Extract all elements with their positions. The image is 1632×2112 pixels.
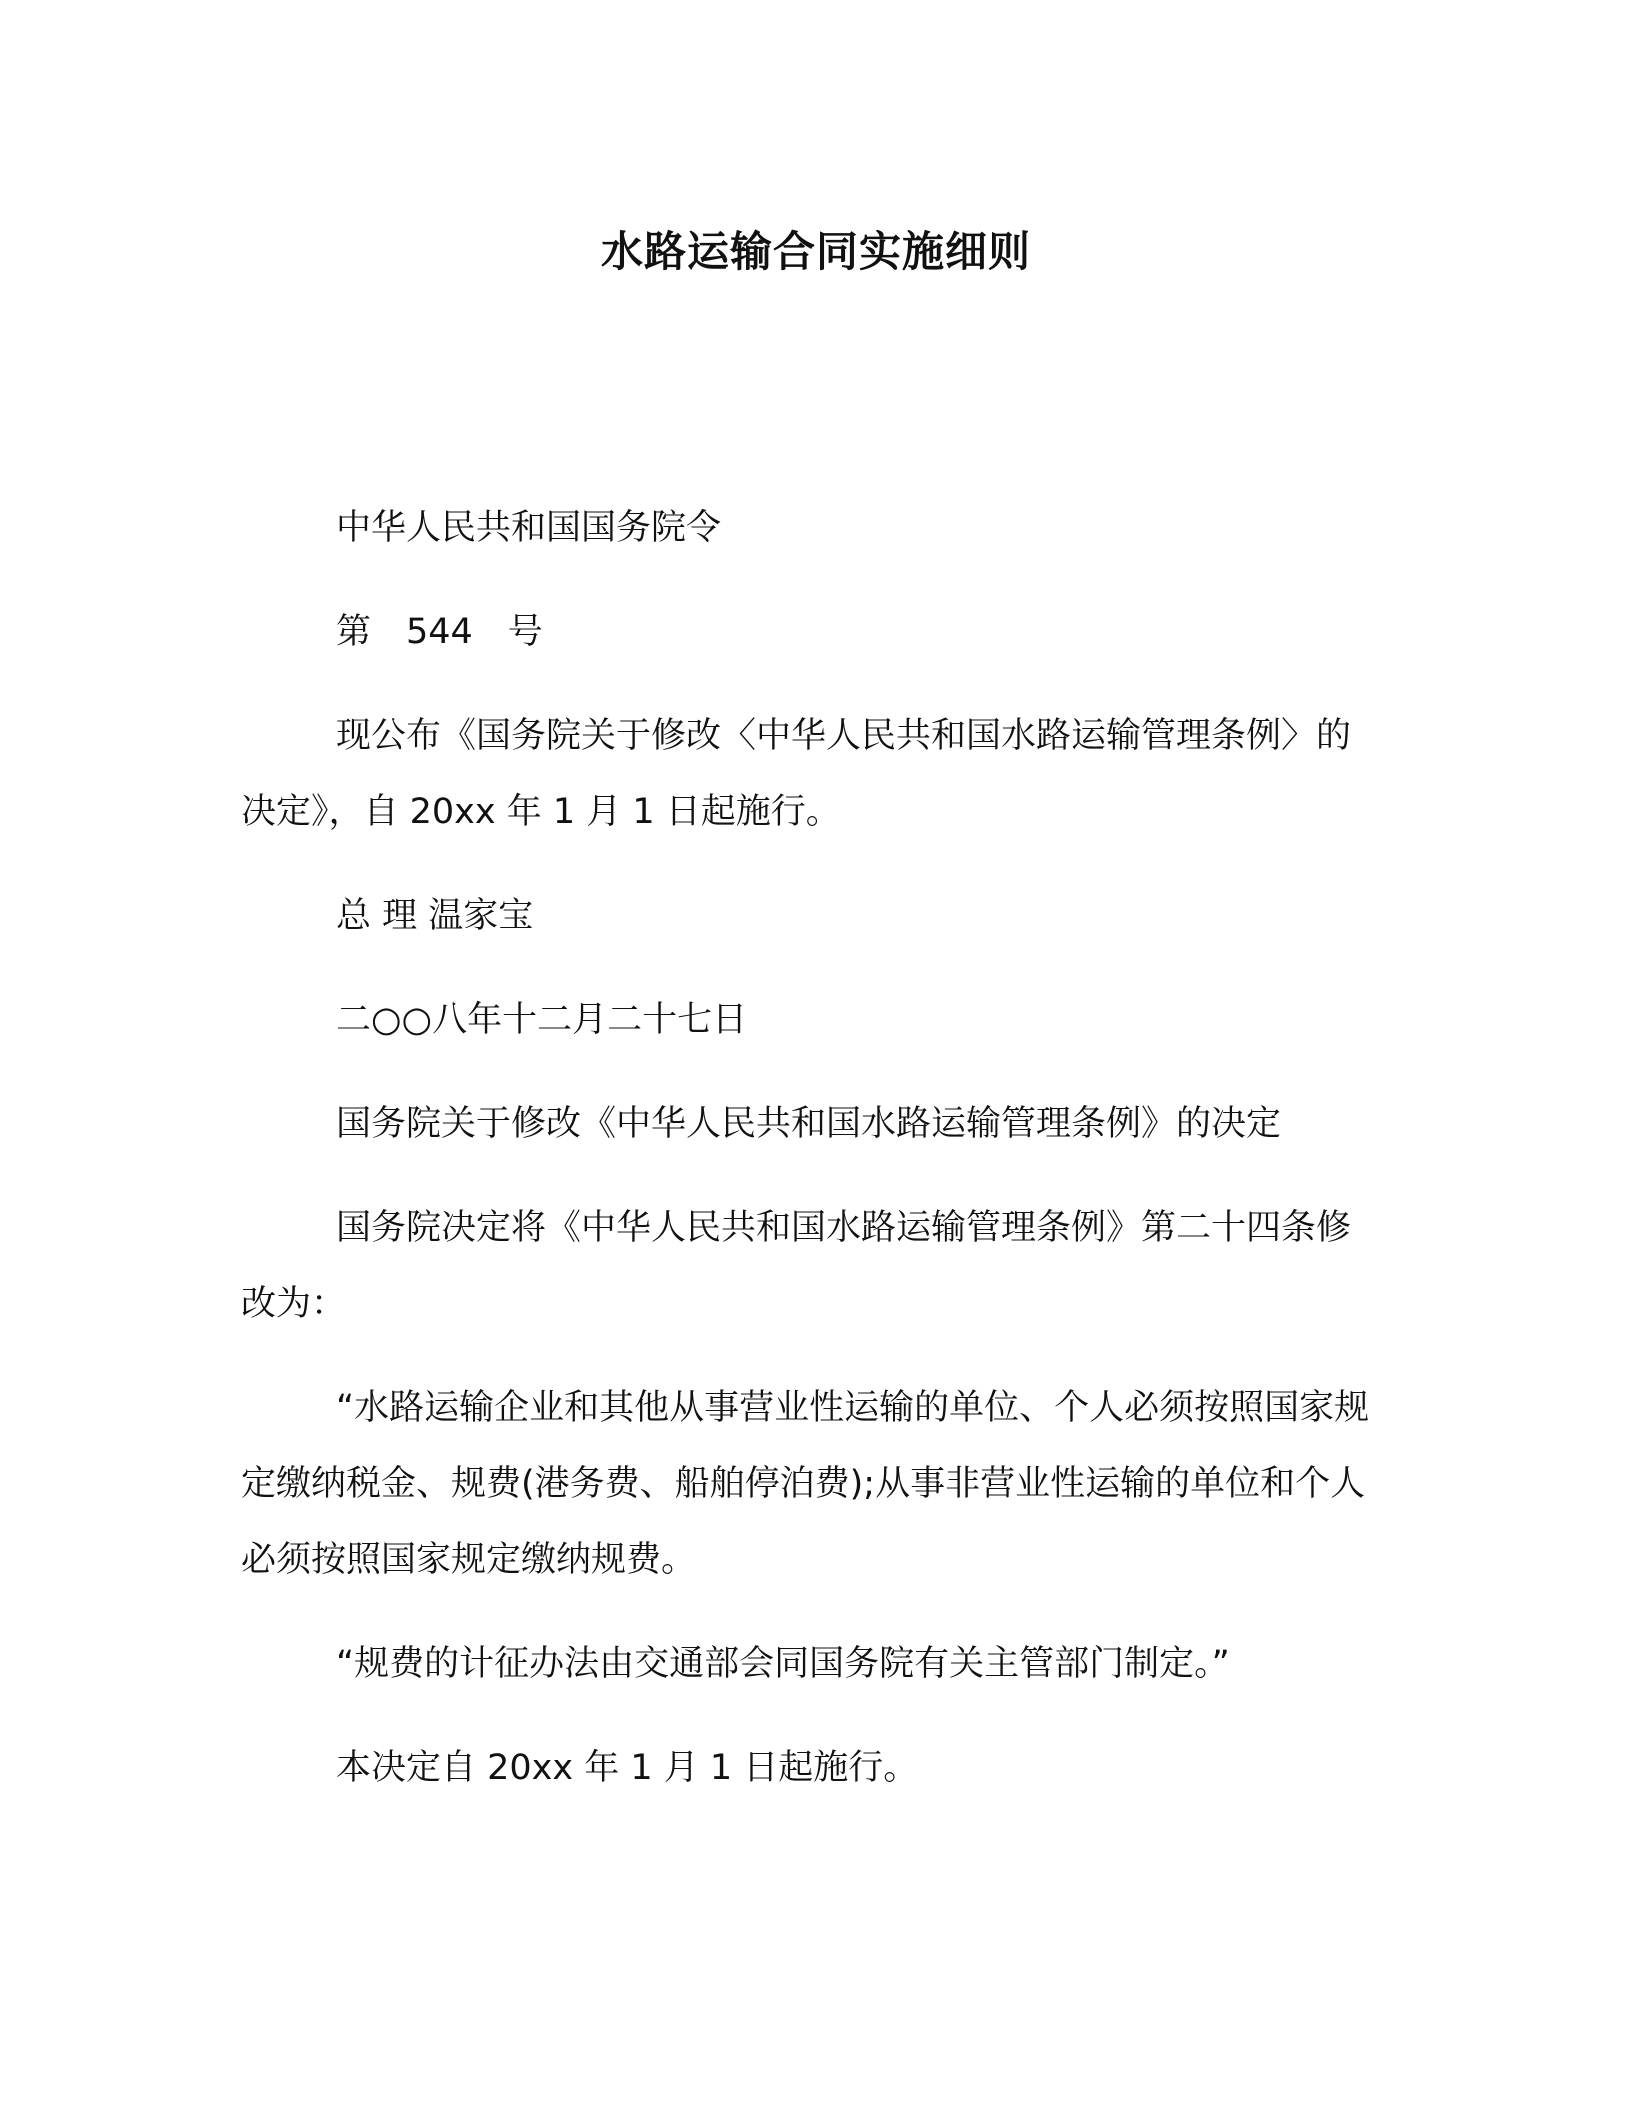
amended-clause-2: “规费的计征办法由交通部会同国务院有关主管部门制定。” bbox=[336, 1644, 1230, 1684]
decision-heading: 国务院关于修改《中华人民共和国水路运输管理条例》的决定 bbox=[336, 1104, 1282, 1144]
document-title: 水路运输合同实施细则 bbox=[600, 227, 1031, 276]
promulgation-paragraph: 现公布《国务院关于修改〈中华人民共和国水路运输管理条例〉的决定》，自 20xx 年 1 月 1 日起施行。 bbox=[241, 716, 1352, 832]
effective-date-paragraph: 本决定自 20xx 年 1 月 1 日起施行。 bbox=[336, 1748, 919, 1788]
document-body bbox=[241, 490, 1381, 1834]
decree-date: 二○○八年十二月二十七日 bbox=[336, 1000, 748, 1040]
amended-clause-1: “水路运输企业和其他从事营业性运输的单位、个人必须按照国家规定缴纳税金、规费(港务费、船舶停泊费);从事非营业性运输的单位和个人必须按照国家规定缴纳规费。 bbox=[241, 1388, 1370, 1580]
amendment-intro: 国务院决定将《中华人民共和国水路运输管理条例》第二十四条修改为： bbox=[241, 1208, 1352, 1324]
signatory-line: 总 理 温家宝 bbox=[336, 896, 534, 936]
decree-number: 第 544 号 bbox=[336, 612, 543, 652]
decree-issuer: 中华人民共和国国务院令 bbox=[336, 508, 722, 548]
